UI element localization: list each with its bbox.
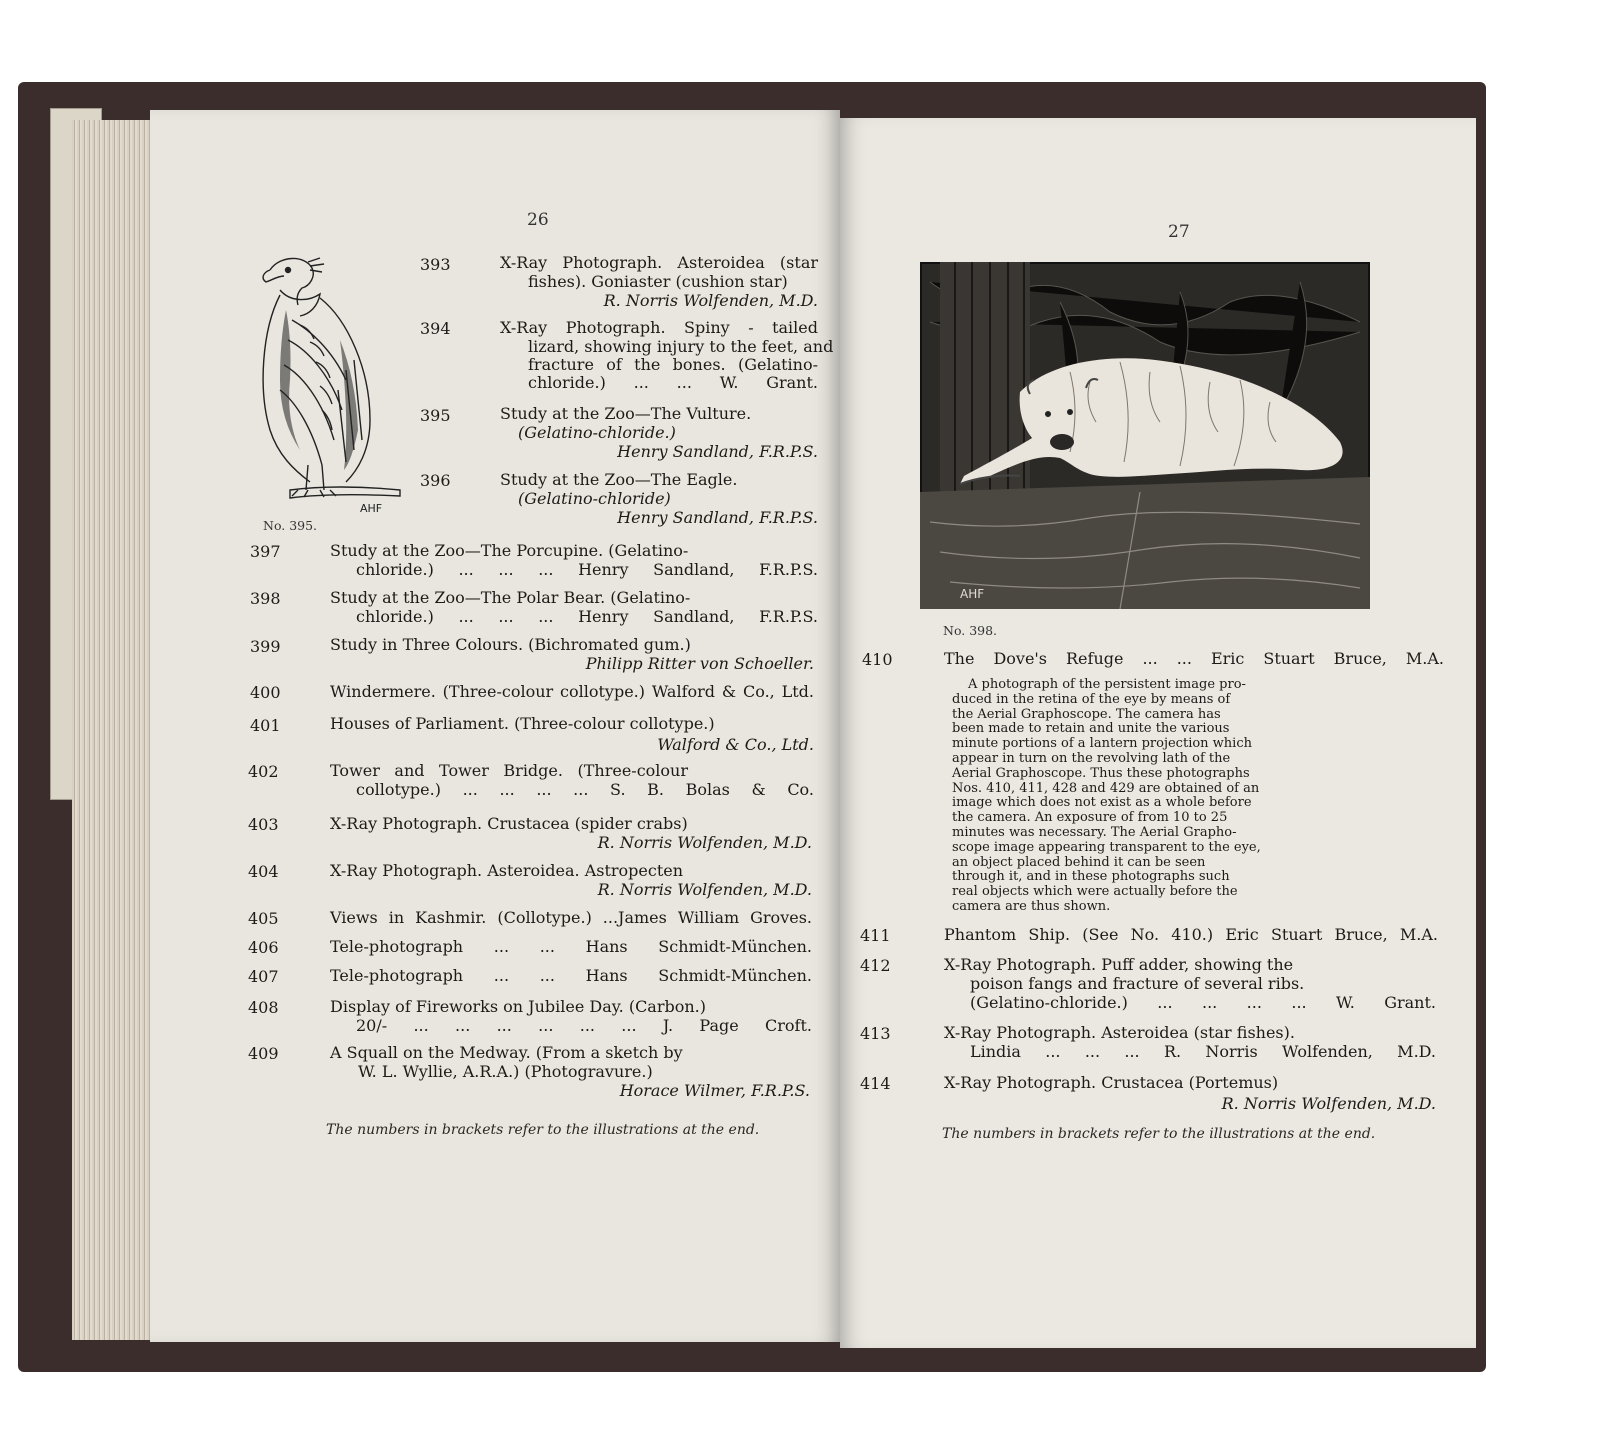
polar-bear-icon xyxy=(920,262,1370,609)
entry-author: Henry Sandland, F.R.P.S. xyxy=(617,508,818,527)
entry-title: Study at the Zoo—The Polar Bear. (Gelatino- xyxy=(330,588,691,607)
entry-number: 414 xyxy=(860,1074,891,1093)
entry-text: (Gelatino-chloride) xyxy=(518,489,671,508)
entry-title: Windermere. (Three-colour collotype.) Walford & Co., Ltd. xyxy=(330,682,814,701)
figure-caption: No. 395. xyxy=(263,518,318,533)
entry-number: 401 xyxy=(250,716,281,735)
entry-number: 409 xyxy=(248,1044,279,1063)
entry-number: 408 xyxy=(248,998,279,1017)
entry-title: Display of Fireworks on Jubilee Day. (Carbon.) xyxy=(330,997,706,1016)
entry-title: X-Ray Photograph. Crustacea (Portemus) xyxy=(944,1073,1279,1092)
entry-author: R. Norris Wolfenden, M.D. xyxy=(597,880,812,899)
entry-author: chloride.) ... ... W. Grant. xyxy=(528,373,818,392)
entry-title: Phantom Ship. (See No. 410.) Eric Stuart Bruce, M.A. xyxy=(944,925,1438,944)
page-edges xyxy=(72,120,152,1340)
entry-title: Study at the Zoo—The Eagle. xyxy=(500,470,738,489)
entry-number: 396 xyxy=(420,471,451,490)
entry-title: X-Ray Photograph. Puff adder, showing the xyxy=(944,955,1294,974)
entry-author: Walford & Co., Ltd. xyxy=(657,735,814,754)
entry-number: 411 xyxy=(860,926,891,945)
entry-number: 412 xyxy=(860,956,891,975)
entry-title: Tele-photograph ... ... Hans Schmidt-München. xyxy=(330,966,812,985)
entry-number: 397 xyxy=(250,542,281,561)
entry-title: Study at the Zoo—The Vulture. xyxy=(500,404,752,423)
entry-number: 393 xyxy=(420,255,451,274)
entry-author: R. Norris Wolfenden, M.D. xyxy=(1221,1094,1436,1113)
page-number: 26 xyxy=(527,210,549,230)
entry-number: 399 xyxy=(250,637,281,656)
entry-title: Study in Three Colours. (Bichromated gum.) xyxy=(330,635,691,654)
entry-number: 404 xyxy=(248,862,279,881)
entry-title: Views in Kashmir. (Collotype.) ...James William Groves. xyxy=(330,908,812,927)
vulture-sketch-illustration xyxy=(250,250,420,519)
entry-number: 395 xyxy=(420,406,451,425)
page-footer-note: The numbers in brackets refer to the illustrations at the end. xyxy=(326,1122,760,1138)
entry-author: Philipp Ritter von Schoeller. xyxy=(585,654,814,673)
svg-text:AHF: AHF xyxy=(360,502,383,515)
entry-title: A Squall on the Medway. (From a sketch by xyxy=(330,1043,683,1062)
entry-title: X-Ray Photograph. Asteroidea. Astropecten xyxy=(330,861,684,880)
entry-number: 403 xyxy=(248,815,279,834)
entry-title: Study at the Zoo—The Porcupine. (Gelatino- xyxy=(330,541,689,560)
entry-author: chloride.) ... ... ... Henry Sandland, F.R.P.S. xyxy=(356,607,818,626)
entry-author: 20/- ... ... ... ... ... ... J. Page Croft. xyxy=(356,1016,812,1035)
entry-author: (Gelatino-chloride.) ... ... ... ... W. Grant. xyxy=(970,993,1436,1012)
entry-410-description: A photograph of the persistent image pro- duced in the retina of the eye by means of the Aerial Graphoscope. The camera has been made to retain and unite the various minute portions of a lantern projection which appear in turn on the revolving lath of the Aerial Graphoscope. Thus these photographs Nos. 410, 411, 428 and 429 are obtained of an image which does not exist as a whole before the camera. An exposure of from 10 to 25 minutes was necessary. The Aerial Grapho- scope image appearing transparent to the eye, an object placed behind it can be seen through it, and in these photographs such real objects which were actually before the camera are thus shown. xyxy=(952,677,1261,914)
entry-number: 407 xyxy=(248,967,279,986)
svg-text:AHF: AHF xyxy=(960,587,985,601)
entry-number: 410 xyxy=(862,650,893,669)
page-number: 27 xyxy=(1168,222,1190,242)
entry-title: X-Ray Photograph. Asteroidea (star xyxy=(500,253,818,272)
entry-title: Tele-photograph ... ... Hans Schmidt-München. xyxy=(330,937,812,956)
entry-number: 394 xyxy=(420,319,451,338)
entry-text: fracture of the bones. (Gelatino- xyxy=(528,355,818,374)
entry-author: collotype.) ... ... ... ... S. B. Bolas & Co. xyxy=(356,780,814,799)
entry-text: W. L. Wyllie, A.R.A.) (Photogravure.) xyxy=(358,1062,653,1081)
left-page xyxy=(150,110,840,1342)
entry-author: Horace Wilmer, F.R.P.S. xyxy=(619,1081,810,1100)
entry-author: chloride.) ... ... ... Henry Sandland, F.R.P.S. xyxy=(356,560,818,579)
entry-number: 406 xyxy=(248,938,279,957)
entry-title: Houses of Parliament. (Three-colour collotype.) xyxy=(330,714,715,733)
entry-author: Lindia ... ... ... R. Norris Wolfenden, M.D. xyxy=(970,1042,1436,1061)
entry-title: The Dove's Refuge ... ... Eric Stuart Bruce, M.A. xyxy=(944,649,1444,668)
entry-text: (Gelatino-chloride.) xyxy=(518,423,676,442)
entry-text: poison fangs and fracture of several ribs. xyxy=(970,974,1305,993)
entry-title: X-Ray Photograph. Spiny - tailed xyxy=(500,318,818,337)
vulture-icon xyxy=(250,250,420,515)
entry-number: 398 xyxy=(250,589,281,608)
entry-number: 402 xyxy=(248,762,279,781)
figure-caption: No. 398. xyxy=(943,623,998,638)
polar-bear-sketch-illustration xyxy=(920,262,1370,613)
entry-author: R. Norris Wolfenden, M.D. xyxy=(603,291,818,310)
entry-title: Tower and Tower Bridge. (Three-colour xyxy=(330,761,688,780)
entry-text: fishes). Goniaster (cushion star) xyxy=(528,272,788,291)
entry-title: X-Ray Photograph. Crustacea (spider crabs) xyxy=(330,814,688,833)
entry-number: 400 xyxy=(250,683,281,702)
entry-author: R. Norris Wolfenden, M.D. xyxy=(597,833,812,852)
entry-title: X-Ray Photograph. Asteroidea (star fishes). xyxy=(944,1023,1295,1042)
page-footer-note: The numbers in brackets refer to the illustrations at the end. xyxy=(942,1126,1376,1142)
entry-author: Henry Sandland, F.R.P.S. xyxy=(617,442,818,461)
entry-number: 413 xyxy=(860,1024,891,1043)
entry-text: lizard, showing injury to the feet, and xyxy=(528,337,834,356)
entry-number: 405 xyxy=(248,909,279,928)
right-page xyxy=(840,118,1476,1348)
